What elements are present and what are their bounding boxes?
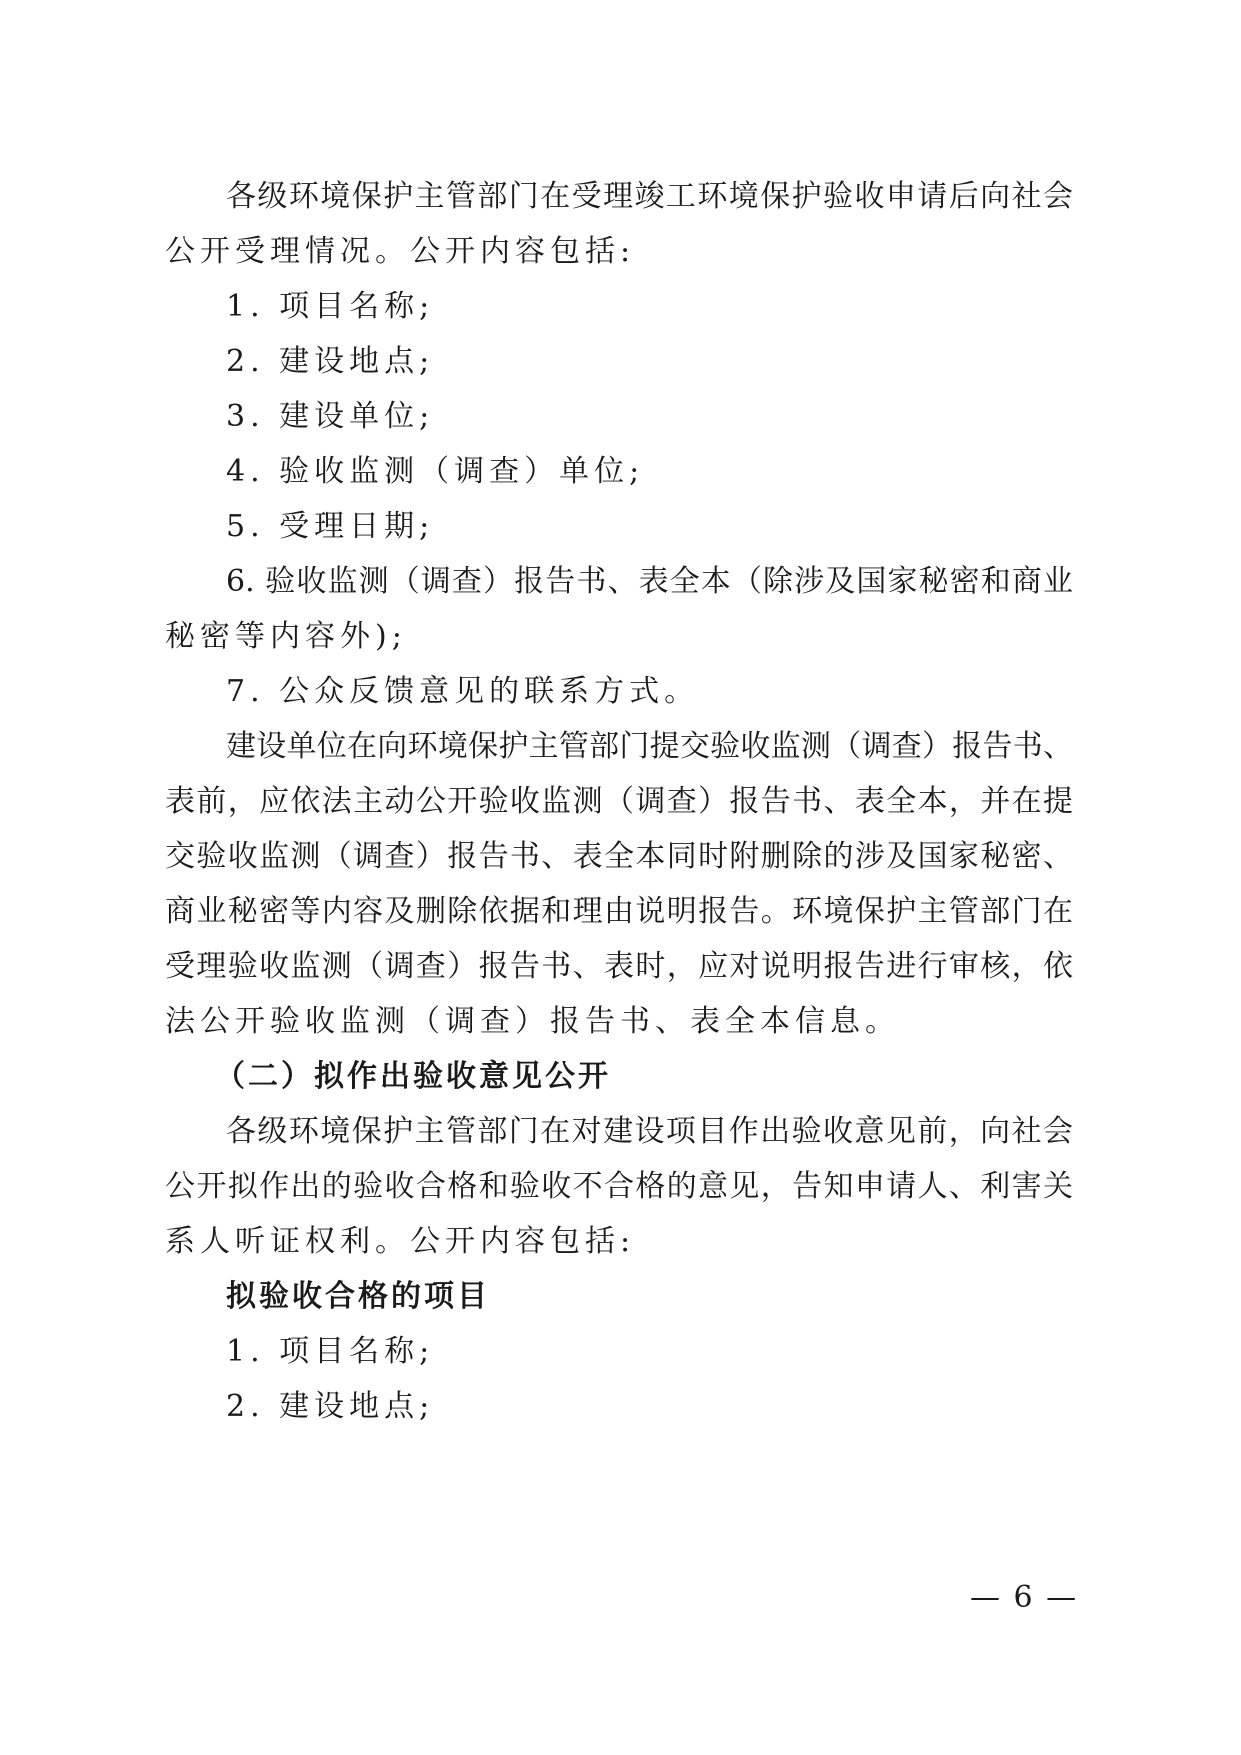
- list-item: 3. 建设单位;: [226, 399, 435, 434]
- paragraph-line: 受理验收监测（调查）报告书、表时，应对说明报告进行审核，依: [165, 949, 1073, 984]
- paragraph-line: 公开受理情况。公开内容包括:: [165, 234, 636, 269]
- paragraph-line: 表前，应依法主动公开验收监测（调查）报告书、表全本，并在提: [165, 784, 1073, 819]
- list-item: 5. 受理日期;: [226, 509, 435, 544]
- page-number: — 6 —: [970, 1580, 1079, 1615]
- paragraph-line: 公开拟作出的验收合格和验收不合格的意见，告知申请人、利害关: [165, 1169, 1073, 1204]
- list-item-continuation: 秘密等内容外);: [165, 619, 407, 654]
- list-item: 1. 项目名称;: [226, 1334, 435, 1369]
- paragraph-line: 各级环境保护主管部门在对建设项目作出验收意见前，向社会: [226, 1114, 1073, 1149]
- paragraph-line: 法公开验收监测（调查）报告书、表全本信息。: [165, 1004, 900, 1039]
- paragraph-line: 商业秘密等内容及删除依据和理由说明报告。环境保护主管部门在: [165, 894, 1073, 929]
- list-item: 1. 项目名称;: [226, 289, 435, 324]
- paragraph-line: 系人听证权利。公开内容包括:: [165, 1224, 636, 1259]
- list-item: 4. 验收监测（调查）单位;: [226, 454, 645, 489]
- list-item: 2. 建设地点;: [226, 344, 435, 379]
- section-heading: （二）拟作出验收意见公开: [215, 1059, 611, 1094]
- paragraph-line: 建设单位在向环境保护主管部门提交验收监测（调查）报告书、: [226, 729, 1073, 764]
- paragraph-line: 交验收监测（调查）报告书、表全本同时附删除的涉及国家秘密、: [165, 839, 1073, 874]
- paragraph-line: 各级环境保护主管部门在受理竣工环境保护验收申请后向社会: [226, 179, 1073, 214]
- list-item: 6. 验收监测（调查）报告书、表全本（除涉及国家秘密和商业: [226, 564, 1073, 599]
- list-item: 7. 公众反馈意见的联系方式。: [226, 674, 700, 709]
- subheading: 拟验收合格的项目: [226, 1279, 490, 1314]
- list-item: 2. 建设地点;: [226, 1389, 435, 1424]
